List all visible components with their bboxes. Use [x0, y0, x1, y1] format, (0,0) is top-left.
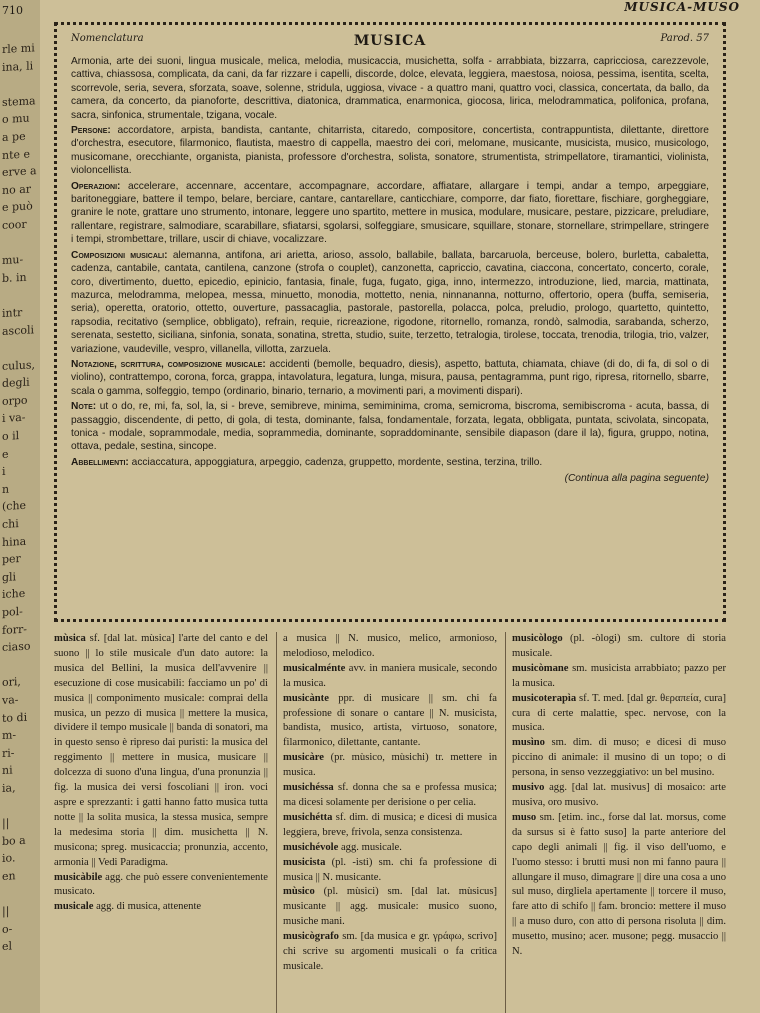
entry-headword: musicògrafo	[283, 931, 339, 943]
dictionary-entry	[283, 692, 497, 752]
dictionary-entry	[283, 930, 497, 975]
note-paragraph	[71, 400, 709, 454]
dictionary-entry	[283, 662, 497, 692]
dictionary-entry	[283, 856, 497, 886]
musica-nomenclature-box	[54, 22, 726, 622]
dictionary-entry	[54, 871, 268, 901]
entry-definition: agg. [dal lat. musivus] di mosaico: arte musiva, oro musivo.	[512, 782, 726, 808]
entry-headword: musicista	[283, 856, 326, 868]
column-2	[276, 632, 497, 1013]
dictionary-entry	[512, 736, 726, 781]
entry-headword: musichétta	[283, 811, 333, 823]
entry-definition: sm. musicista arrabbiato; pazzo per la musica.	[512, 662, 726, 689]
composizioni-text: alemanna, antifona, ari arietta, arioso, assolo, ballabile, ballata, barcaruola, berceuse, bolero, burletta, cabaletta, cadenza, cantabile, cantata, cantilena, canzone (strofa o couplet), canzonetta, capriccio, cavatina, ciaccona, concertato, concerto, corale, coro, divertimento, duetto, epicedio, epinicio, fantasia, finale, fuga, fugato, giga, inno, intermezzo, introduzione, lied, marcia, mattinata, mazurca, melodramma, melopea, messa, minuetto, monodia, mottetto, nenia, ninnananna, notturno, offertorio, opera (buffa, semiseria, seria), operetta, oratorio, ottetto, ouverture, passacaglia, pastorale, pastorella, polacca, polca, preludio, prologo, quartetto, quintetto, rapsodia, recitativo (semplice, obbligato), refrain, requie, ricreazione, rigodone, ritornello, romanza, rondò, salmodia, sarabanda, scherzo, serenata, sestetto, siciliana, sinfonia, sonata, sonatina, stretta, studio, suite, terzetto, tetralogia, tirolese, toccata, trenodia, trilogia, trio, valzer, variazione, vaudeville, vespro, villanella, villotta, zarzuela.	[71, 249, 709, 355]
entry-headword: musivo	[512, 782, 545, 794]
box-header	[71, 33, 709, 55]
dictionary-entry	[512, 781, 726, 811]
box-title: MUSICA	[353, 33, 427, 49]
dictionary-entry	[512, 662, 726, 692]
notazione-label: Notazione, scrittura, composizione musicale:	[71, 358, 266, 370]
entry-definition: sf. dim. di musica; e dicesi di musica leggiera, breve, frivola, senza consistenza.	[283, 811, 497, 838]
entry-definition: agg. musicale.	[340, 841, 402, 853]
composizioni-label: Composizioni musicali:	[71, 249, 168, 261]
entry-definition: (pl. -òlogi) sm. cultore di storia musicale.	[512, 633, 726, 659]
continua-note: (Continua alla pagina seguente)	[564, 473, 709, 485]
abbellimenti-text: acciaccatura, appoggiatura, arpeggio, cadenza, gruppetto, mordente, sestina, terzina, trillo.	[131, 456, 543, 468]
composizioni-paragraph	[71, 249, 709, 356]
dictionary-entry	[283, 885, 497, 930]
entry-definition: sf. [dal lat. mùsica] l'arte del canto e del suono || lo stile musicale d'un dato autore: la musica del Bellini, la musica dell'avvenire || esecuzione di cose musicabili: facciamo un po' di musica || componimento musicale: comprai della musica, un pezzo di musica || mettere la musica, dividere il tempo musicale || banda di sonatori, ma in questo senso è ripreso dai puristi: la musica del reggimento || mettere in musica, musicare || dolcezza di suono d'una lingua, d'una pronunzia || fig. la musica dei versi foscoliani || iron. voci aspre e sprezzanti: i gatti hanno fatto musica tutta notte || la solita musica, la stessa musica, sempre la medesima storia || dim. musichetta || N. musicona; spreg. musicaccia; pronunzia, accento, armonia || Vedi Paradigma.	[54, 633, 268, 868]
entry-definition: sm. [etim. inc., forse dal lat. morsus, come da sursus si è fatto suso] la parte anteriore del capo degli animali || fig. il viso dell'uomo, e l'uomo stesso: i brutti musi non mi fanno paura || allungare il muso, dimagrare || dire una cosa a uno sul muso, dirgliela apertamente || torcere il muso, fare atto di schifo || fam. broncio: mettere il muso || a muso duro, con atto di persona risoluta || dim. musetto, musino; acer. musone; pegg. musaccio || N.	[512, 811, 726, 958]
entry-definition: avv. in maniera musicale, secondo la musica.	[283, 662, 497, 689]
notazione-text: accidenti (bemolle, bequadro, diesis), aspetto, battuta, chiamata, chiave (di do, di fa, di sol o di violino), contrattempo, corona, forca, grappa, intavolatura, legatura, lunga, misura, pausa, pentagramma, punt rigo, ripresa, ritornello, sbarre, scala o gamma, solfeggio, tempo (ordinario, binario, ternario, a movimenti pari, a movimenti dispari).	[71, 358, 709, 397]
entry-headword: musicoterapìa	[512, 692, 577, 704]
entry-headword: musicalménte	[283, 662, 346, 674]
running-head: MUSICA-MUSO	[624, 0, 740, 14]
entry-headword: musichévole	[283, 841, 339, 853]
box-side-label: Nomenclatura	[71, 33, 144, 44]
left-page-fragments: rle mi ina, li stema o mu a pe nte e erve a no ar e può coor mu- b. in intr ascoli culus, degli orpo i va- o il e i n (che chi hina per gli iche pol- forr- ciaso ori, va- to di m- ri- ni ia, || bo a io. en || o- el	[2, 41, 37, 954]
operazioni-paragraph	[71, 180, 709, 247]
entry-definition: (pl. mùsici) sm. [dal lat. mùsicus] musicante || agg. musicale: musico suono, musiche mani.	[283, 886, 497, 928]
dictionary-entry	[283, 751, 497, 781]
entry-headword: musicàre	[283, 752, 324, 764]
dictionary-entry	[283, 781, 497, 811]
entry-headword: musìno	[512, 737, 545, 749]
column-1	[54, 632, 268, 1013]
entry-definition: sm. dim. di muso; e dicesi di muso piccino di animale: il musino di un topo; o di persona, in senso vezzeggiativo: un bel musino.	[512, 737, 726, 779]
entry-headword: musicànte	[283, 692, 329, 704]
entry-headword: musicòmane	[512, 662, 569, 674]
dictionary-entry	[54, 900, 268, 915]
entry-definition: (pr. mùsico, mùsichi) tr. mettere in musica.	[283, 752, 497, 779]
entry-headword: mùsico	[283, 886, 315, 898]
entry-definition: sf. donna che sa e professa musica; ma dicesi solamente per derisione o per celia.	[283, 782, 497, 808]
entry-definition: a musica || N. musico, melico, armonioso, melodioso, melodico.	[283, 633, 497, 659]
dictionary-entry	[283, 841, 497, 856]
entry-headword: musicòlogo	[512, 633, 563, 644]
dictionary-entry	[512, 692, 726, 737]
entry-definition: sf. T. med. [dal gr. θεραπεία, cura] cura di certe malattie, spec. nervose, con la musica.	[512, 692, 726, 734]
dictionary-columns	[54, 632, 726, 1013]
column-3	[505, 632, 726, 1013]
entry-definition: ppr. di musicare || sm. chi fa professione di sonare o cantare || N. musicista, bandista, musico, artista, virtuoso, sonatore, filarmonico, dilettante, cantante.	[283, 692, 497, 749]
abbellimenti-paragraph	[71, 456, 709, 469]
entry-definition: agg. di musica, attenente	[96, 901, 202, 913]
box-reference: Parod. 57	[660, 33, 709, 44]
entry-headword: mùsica	[54, 633, 86, 644]
intro-paragraph: Armonia, arte dei suoni, lingua musicale, melica, melodia, musicaccia, musichetta, solfa - arrabbiata, bizzarra, capricciosa, carezzevole, cattiva, chiassosa, complicata, da cani, da far rizzare i capelli, discorde, dolce, elevata, leggiera, maestosa, noiosa, pessima, isentita, scelta, scorrevole, seria, severa, sforzata, soave, solenne, stridula, uggiosa, vivace - a quattro mani, quattro voci, classica, concertata, da ballo, da camera, da concerto, da pianoforte, descrittiva, diatonica, drammatica, enarmonica, giocosa, lirica, melodrammatica, polifonica, profana, sacra, sinfonica, strumentale, tzigana, vocale.	[71, 56, 709, 121]
entry-headword: musicàbile	[54, 871, 103, 883]
abbellimenti-label: Abbellimenti:	[71, 456, 129, 468]
dictionary-entry	[54, 632, 268, 871]
entry-headword: musichéssa	[283, 782, 334, 794]
persone-text: accordatore, arpista, bandista, cantante, chitarrista, citaredo, compositore, concertista, contrappuntista, dilettante, direttore d'orchestra, esecutore, filarmonico, flautista, maestro di cappella, maestro dei cori, melomane, musicante, musicista, musico, musicologo, musicomane, orecchiante, organista, pianista, professore d'orchestra, solista, sonatore, strumentista, strimpellatore, tiramantici, violinista, violoncellista.	[71, 125, 709, 177]
dictionary-entry	[512, 632, 726, 662]
operazioni-text: accelerare, accennare, accentare, accompagnare, accordare, affiatare, allargare i tempi, andar a tempo, arpeggiare, baritoneggiare, battere il tempo, belare, berciare, cantare, cantarellare, canticchiare, comporre, dar fiato, fiorettare, fischiare, gorgheggiare, granire le note, grattare uno strumento, intonare, leggere uno spartito, mettere in musica, modulare, musicare, pestare, pizzicare, preludiare, rallentare, registrare, salmodiare, scarabillare, sfiatarsi, sgolarsi, solfeggiare, smusicare, squillare, stonare, stornellare, strimpellare, stringere i tempi, strombettare, trillare, uscir di chiave, vocalizzare.	[71, 180, 709, 246]
entry-definition: (pl. -isti) sm. chi fa professione di musica || N. musicante.	[283, 856, 497, 883]
note-label: Note:	[71, 401, 97, 413]
notazione-paragraph	[71, 358, 709, 398]
entry-headword: muso	[512, 811, 537, 823]
dictionary-entry	[283, 632, 497, 662]
dictionary-entry	[512, 811, 726, 960]
operazioni-label: Operazioni:	[71, 180, 121, 192]
left-page-edge	[0, 0, 42, 1013]
entry-definition: agg. che può essere convenientemente musicato.	[54, 871, 268, 898]
left-page-number: 710	[2, 4, 23, 17]
persone-paragraph	[71, 124, 709, 178]
dictionary-entry	[283, 811, 497, 841]
entry-definition: sm. [da musica e gr. γράφω, scrivo] chi scrive su argomenti musicali o fa critica musicale.	[283, 931, 497, 972]
persone-label: Persone:	[71, 125, 111, 137]
entry-headword: musicale	[54, 901, 94, 913]
note-text: ut o do, re, mi, fa, sol, la, si - breve, semibreve, minima, semiminima, croma, semicroma, biscroma, semibiscroma - acuta, bassa, di passaggio, discendente, di petto, di gola, di testa, dominante, falsa, fondamentale, forzata, legata, obbligata, puntata, scivolata, sincopata, tonica - modale, soprammodale, media, soprammedia, dominante, sopraddominante, sensibile diapason (dare il la), figura, gruppo, notina, ottava, pedale, sestina, sincope.	[71, 401, 709, 453]
